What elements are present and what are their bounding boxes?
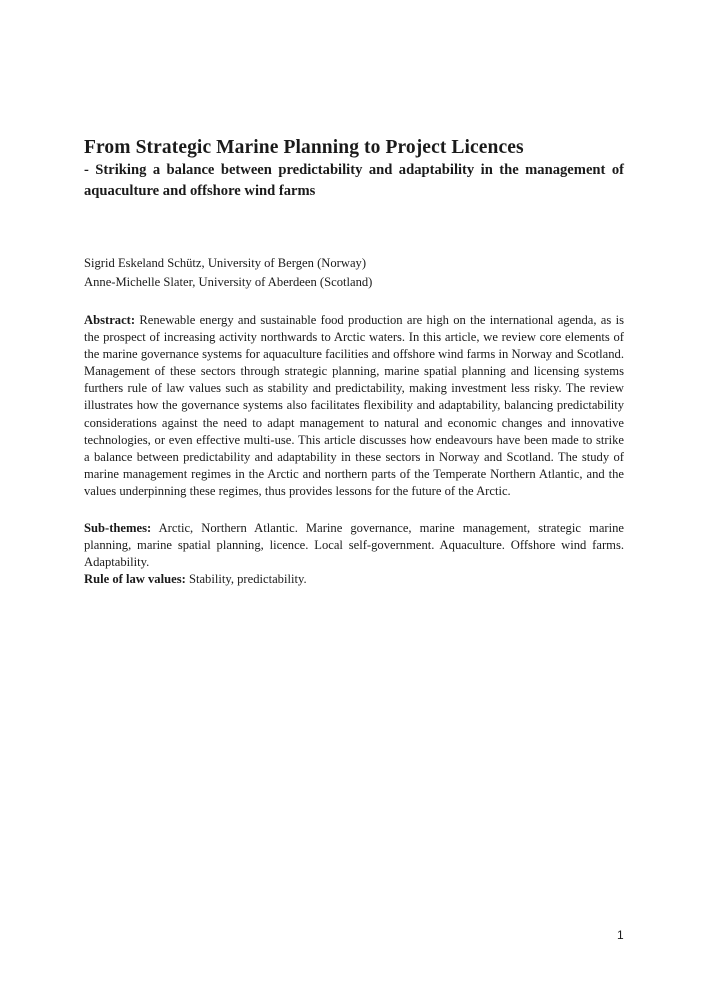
subthemes-text: Arctic, Northern Atlantic. Marine governance, marine management, strategic marine planning, marine spatial planning, licence. Local self-government. Aquaculture. Offshore wind farms. Adaptability. — [84, 521, 624, 570]
abstract-label: Abstract: — [84, 313, 136, 327]
author-2: Anne-Michelle Slater, University of Aberdeen (Scotland) — [84, 275, 373, 289]
author-1: Sigrid Eskeland Schütz, University of Bergen (Norway) — [84, 256, 367, 270]
rule-of-law-text: Stability, predictability. — [188, 572, 307, 587]
subthemes-paragraph — [84, 520, 624, 571]
paper-title: From Strategic Marine Planning to Project Licences — [84, 137, 524, 158]
abstract-paragraph — [84, 312, 624, 500]
subthemes-label: Sub-themes: — [84, 521, 152, 536]
paper-subtitle: - Striking a balance between predictability and adaptability in the management of aquaculture and offshore wind farms — [84, 162, 624, 199]
rule-of-law-paragraph — [84, 571, 624, 588]
abstract-text: Renewable energy and sustainable food production are high on the international agenda, as is the prospect of increasing activity northwards to Arctic waters. In this article, we review core elements of the marine governance systems for aquaculture facilities and offshore wind farms in Norway and Scotland. Management of these sectors through strategic planning, marine spatial planning and licensing systems furthers rule of law values such as stability and predictability, making investment less risky. The review illustrates how the governance systems also facilitates flexibility and adaptability, balancing predictability considerations against the need to adapt management to natural and economic changes and innovative technologies, or even effective multi-use. This article discusses how endeavours have been made to strike a balance between predictability and adaptability in these sectors in Norway and Scotland. The study of marine management regimes in the Arctic and northern parts of the Temperate Northern Atlantic, and the values underpinning these regimes, thus provides lessons for the future of the Arctic. — [84, 313, 624, 498]
rule-of-law-label: Rule of law values: — [84, 572, 186, 587]
keywords-section — [84, 520, 624, 588]
author-list — [84, 254, 624, 292]
page-number: 1 — [617, 928, 624, 942]
document-body — [84, 136, 624, 588]
